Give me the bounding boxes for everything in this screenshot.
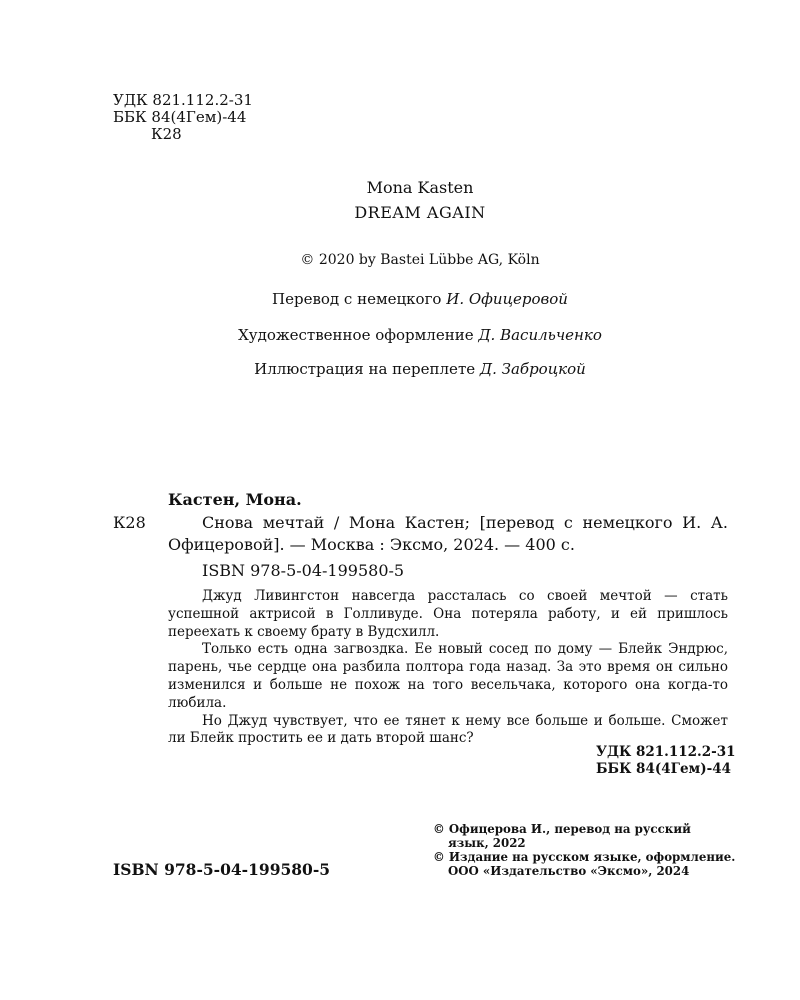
footer-isbn: ISBN 978-5-04-199580-5 [113,860,331,879]
copyright-edition-line2: ООО «Издательство «Эксмо», 2024 [448,864,690,878]
original-author: Mona Kasten [366,178,474,197]
header-udk: УДК 821.112.2-31 [113,91,253,109]
bibliography-isbn: ISBN 978-5-04-199580-5 [202,561,405,580]
credit-cover-label: Иллюстрация на переплете [254,360,476,378]
original-copyright: © 2020 by Bastei Lübbe AG, Köln [300,252,540,268]
credit-design-label: Художественное оформление [238,326,474,344]
copyright-translation-line2: язык, 2022 [448,836,526,850]
bibliography-author: Кастен, Мона. [168,490,302,509]
credit-translation [0,290,800,308]
credit-translation-label: Перевод с немецкого [272,290,442,308]
header-classification [113,92,253,143]
copyright-notes [433,822,735,878]
original-title: DREAM AGAIN [354,203,486,222]
copyright-edition-line1: © Издание на русском языке, оформление. [433,850,736,864]
header-bbk: ББК 84(4Гем)-44 [113,108,247,126]
credit-translation-name: И. Офицеровой [446,290,568,308]
annotation [168,588,728,748]
bibliography-description: Снова мечтай / Мона Кастен; [перевод с немецкого И. А. Офицеровой]. — Москва : Эксмо, 2024. — 400 с. [168,513,728,554]
credit-design [0,326,800,344]
annotation-classification [596,744,735,778]
credit-cover-name: Д. Заброцкой [479,360,586,378]
annotation-bbk: ББК 84(4Гем)-44 [596,761,732,777]
annotation-paragraph: Джуд Ливингстон навсегда рассталась со своей мечтой — стать успешной актрисой в Голливуде. Она потеряла работу, и ей пришлось переехать к своему брату в Вудсхилл. [168,588,728,640]
annotation-udk: УДК 821.112.2-31 [596,744,736,760]
bibliography-code: К28 [113,513,146,532]
header-author-code: К28 [151,125,182,143]
annotation-paragraph: Но Джуд чувствует, что ее тянет к нему все больше и больше. Сможет ли Блейк простить ее и дать второй шанс? [168,712,728,747]
copyright-translation-line1: © Офицерова И., перевод на русский [433,822,691,836]
credit-cover [0,360,800,378]
annotation-paragraph: Только есть одна загвоздка. Ее новый сосед по дому — Блейк Эндрюс, парень, чье сердце она разбила полтора года назад. За это время он сильно изменился и больше не похож на того весельчака, которого она когда-то любила. [168,641,728,711]
credit-design-name: Д. Васильченко [478,326,602,344]
